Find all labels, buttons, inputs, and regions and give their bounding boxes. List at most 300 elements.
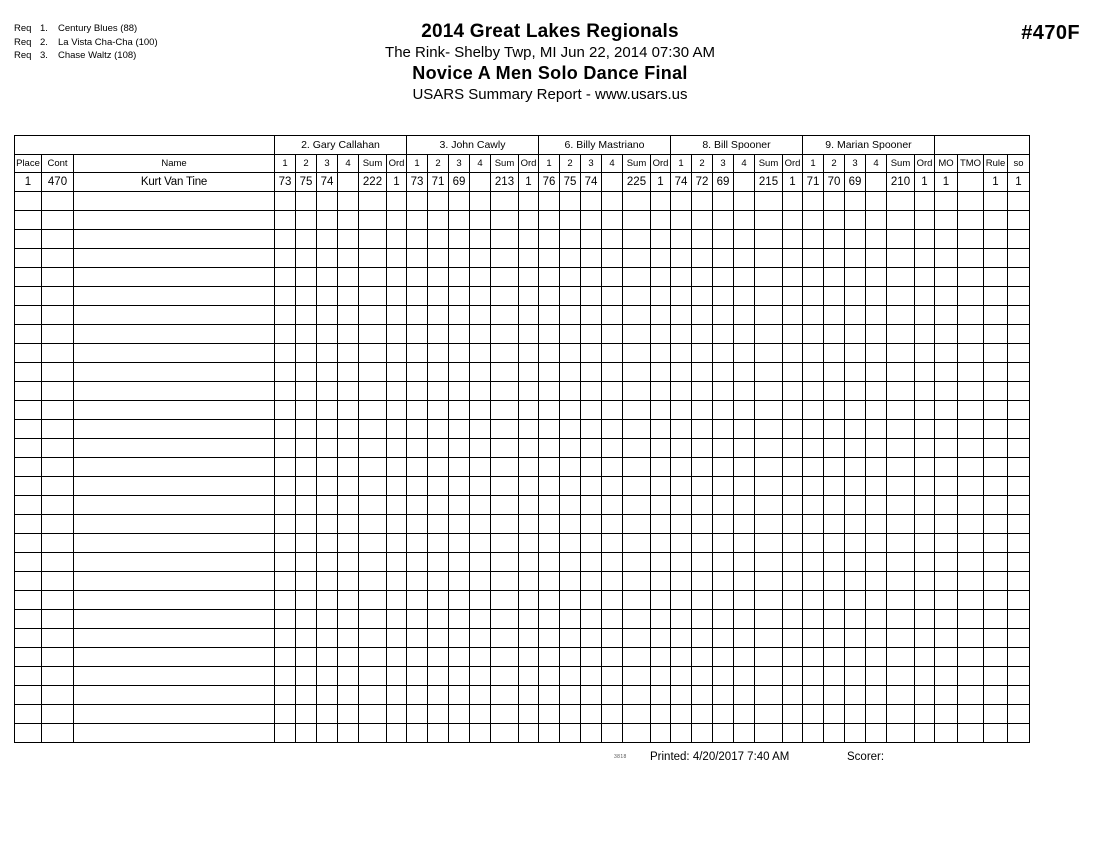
cell-empty (275, 610, 296, 629)
cell-empty (449, 306, 470, 325)
cell-empty (734, 591, 755, 610)
cell-empty (338, 458, 359, 477)
cell-empty (755, 458, 783, 477)
col-header-rule: Rule (984, 155, 1008, 173)
cell-empty (958, 591, 984, 610)
cell-empty (407, 591, 428, 610)
cell-empty (407, 344, 428, 363)
cell-empty (1008, 401, 1030, 420)
cell-empty (387, 534, 407, 553)
cell-empty (275, 382, 296, 401)
cell-judge-score: 75 (296, 173, 317, 192)
cell-empty (713, 648, 734, 667)
cell-judge-score (602, 173, 623, 192)
cell-empty (915, 230, 935, 249)
cell-empty (887, 724, 915, 743)
cell-empty (651, 344, 671, 363)
cell-empty (713, 344, 734, 363)
cell-empty (783, 268, 803, 287)
cell-empty (935, 458, 958, 477)
cell-empty (519, 724, 539, 743)
cell-empty (317, 382, 338, 401)
cell-empty (887, 458, 915, 477)
cell-empty (407, 610, 428, 629)
cell-empty (887, 268, 915, 287)
cell-empty (887, 572, 915, 591)
cell-empty (449, 458, 470, 477)
cell-empty (824, 705, 845, 724)
cell-empty (984, 363, 1008, 382)
cell-empty (783, 629, 803, 648)
col-header-judge-score: 1 (275, 155, 296, 173)
cell-empty (359, 458, 387, 477)
cell-empty (359, 648, 387, 667)
cell-empty (824, 268, 845, 287)
cell-empty (845, 325, 866, 344)
cell-empty (671, 629, 692, 648)
col-header-ord: Ord (519, 155, 539, 173)
cell-empty (734, 325, 755, 344)
cell-empty (74, 287, 275, 306)
cell-empty (275, 477, 296, 496)
cell-empty (560, 344, 581, 363)
cell-empty (755, 401, 783, 420)
cell-empty (845, 572, 866, 591)
cell-empty (803, 306, 824, 325)
cell-empty (824, 610, 845, 629)
cell-empty (338, 306, 359, 325)
cell-empty (1008, 477, 1030, 496)
cell-empty (560, 667, 581, 686)
cell-empty (359, 515, 387, 534)
cell-empty (887, 610, 915, 629)
cell-judge-score: 69 (713, 173, 734, 192)
cell-empty (449, 515, 470, 534)
cell-empty (713, 553, 734, 572)
cell-empty (623, 515, 651, 534)
cell-empty (713, 363, 734, 382)
cell-empty (428, 667, 449, 686)
cell-empty (539, 686, 560, 705)
cell-empty (560, 230, 581, 249)
cell-empty (866, 192, 887, 211)
cell-empty (407, 553, 428, 572)
cell-empty (692, 420, 713, 439)
cell-empty (519, 610, 539, 629)
cell-empty (845, 363, 866, 382)
cell-empty (387, 496, 407, 515)
cell-empty (428, 591, 449, 610)
cell-empty (866, 496, 887, 515)
cell-empty (317, 420, 338, 439)
col-header-judge-score: 3 (713, 155, 734, 173)
cell-empty (623, 572, 651, 591)
cell-empty (755, 496, 783, 515)
cell-empty (387, 306, 407, 325)
cell-empty (623, 591, 651, 610)
cell-empty (671, 268, 692, 287)
cell-empty (713, 477, 734, 496)
cell-mo: 1 (935, 173, 958, 192)
cell-empty (602, 534, 623, 553)
cell-empty (74, 724, 275, 743)
cell-empty (275, 534, 296, 553)
cell-empty (491, 572, 519, 591)
cell-empty (428, 648, 449, 667)
cell-empty (734, 306, 755, 325)
cell-empty (866, 629, 887, 648)
cell-empty (803, 344, 824, 363)
cell-empty (915, 477, 935, 496)
cell-empty (338, 629, 359, 648)
cell-empty (651, 211, 671, 230)
cell-empty (935, 268, 958, 287)
cell-empty (296, 629, 317, 648)
cell-empty (407, 572, 428, 591)
cell-empty (519, 534, 539, 553)
cell-empty (560, 534, 581, 553)
cell-empty (491, 306, 519, 325)
cell-empty (692, 325, 713, 344)
cell-empty (317, 686, 338, 705)
cell-empty (651, 572, 671, 591)
cell-empty (783, 515, 803, 534)
cell-empty (671, 287, 692, 306)
table-row (15, 173, 1030, 192)
cell-empty (387, 268, 407, 287)
cell-empty (74, 496, 275, 515)
cell-empty (449, 344, 470, 363)
event-title: Novice A Men Solo Dance Final (412, 63, 688, 83)
cell-empty (887, 477, 915, 496)
cell-empty (803, 686, 824, 705)
cell-empty (15, 610, 42, 629)
cell-empty (783, 249, 803, 268)
cell-empty (958, 515, 984, 534)
cell-empty (407, 458, 428, 477)
cell-empty (15, 344, 42, 363)
cell-empty (866, 667, 887, 686)
cell-empty (984, 382, 1008, 401)
cell-empty (42, 458, 74, 477)
cell-empty (845, 724, 866, 743)
cell-empty (539, 211, 560, 230)
table-row-empty (15, 192, 1030, 211)
cell-empty (15, 572, 42, 591)
cell-empty (470, 306, 491, 325)
cell-empty (803, 591, 824, 610)
cell-empty (958, 610, 984, 629)
cell-empty (935, 230, 958, 249)
cell-empty (824, 439, 845, 458)
cell-empty (915, 439, 935, 458)
requirement-label: Req (14, 50, 32, 61)
cell-empty (15, 553, 42, 572)
cell-empty (491, 553, 519, 572)
cell-empty (783, 610, 803, 629)
cell-empty (887, 401, 915, 420)
cell-empty (539, 705, 560, 724)
col-header-judge-score: 3 (317, 155, 338, 173)
cell-empty (449, 420, 470, 439)
cell-empty (935, 534, 958, 553)
cell-empty (359, 705, 387, 724)
cell-empty (734, 420, 755, 439)
cell-empty (470, 610, 491, 629)
col-header-sum: Sum (887, 155, 915, 173)
cell-empty (42, 572, 74, 591)
cell-empty (671, 477, 692, 496)
cell-empty (845, 648, 866, 667)
cell-empty (42, 344, 74, 363)
cell-empty (407, 420, 428, 439)
cell-empty (803, 420, 824, 439)
cell-empty (602, 230, 623, 249)
judge-name-header: 2. Gary Callahan (275, 136, 407, 155)
cell-judge-score: 73 (407, 173, 428, 192)
cell-empty (783, 705, 803, 724)
cell-empty (803, 363, 824, 382)
cell-empty (671, 686, 692, 705)
cell-empty (581, 705, 602, 724)
cell-empty (387, 249, 407, 268)
cell-empty (539, 477, 560, 496)
cell-judge-score (470, 173, 491, 192)
cell-empty (560, 629, 581, 648)
table-row-empty (15, 249, 1030, 268)
cell-empty (428, 477, 449, 496)
score-sheet-table (14, 135, 1030, 743)
cell-empty (755, 572, 783, 591)
cell-empty (428, 401, 449, 420)
table-row-empty (15, 420, 1030, 439)
cell-empty (560, 192, 581, 211)
cell-empty (651, 249, 671, 268)
cell-empty (803, 325, 824, 344)
cell-empty (428, 572, 449, 591)
cell-empty (935, 420, 958, 439)
cell-empty (692, 724, 713, 743)
cell-empty (935, 724, 958, 743)
cell-empty (449, 496, 470, 515)
cell-empty (887, 686, 915, 705)
cell-empty (958, 439, 984, 458)
cell-empty (317, 629, 338, 648)
cell-empty (581, 325, 602, 344)
cell-empty (887, 420, 915, 439)
cell-empty (651, 458, 671, 477)
cell-empty (783, 648, 803, 667)
cell-empty (866, 211, 887, 230)
cell-empty (317, 325, 338, 344)
table-row-empty (15, 724, 1030, 743)
cell-empty (671, 705, 692, 724)
cell-empty (449, 382, 470, 401)
cell-empty (519, 344, 539, 363)
cell-empty (915, 591, 935, 610)
col-header-name: Name (74, 155, 275, 173)
cell-empty (338, 192, 359, 211)
cell-empty (755, 306, 783, 325)
cell-empty (491, 724, 519, 743)
cell-empty (1008, 515, 1030, 534)
cell-empty (359, 192, 387, 211)
cell-empty (803, 610, 824, 629)
cell-empty (1008, 287, 1030, 306)
cell-empty (296, 610, 317, 629)
cell-empty (581, 724, 602, 743)
cell-empty (275, 344, 296, 363)
cell-judge-score: 74 (317, 173, 338, 192)
cell-empty (581, 572, 602, 591)
cell-empty (803, 249, 824, 268)
cell-empty (887, 230, 915, 249)
cell-empty (428, 287, 449, 306)
cell-empty (560, 211, 581, 230)
cell-judge-score: 75 (560, 173, 581, 192)
cell-empty (623, 458, 651, 477)
cell-empty (491, 648, 519, 667)
cell-empty (519, 230, 539, 249)
cell-empty (713, 439, 734, 458)
cell-empty (915, 363, 935, 382)
cell-empty (783, 230, 803, 249)
cell-empty (42, 591, 74, 610)
cell-empty (317, 553, 338, 572)
cell-empty (755, 591, 783, 610)
cell-empty (984, 268, 1008, 287)
cell-empty (74, 553, 275, 572)
cell-empty (407, 306, 428, 325)
cell-empty (359, 382, 387, 401)
cell-empty (539, 591, 560, 610)
cell-empty (692, 534, 713, 553)
cell-empty (803, 192, 824, 211)
cell-empty (783, 686, 803, 705)
cell-empty (560, 648, 581, 667)
cell-empty (887, 363, 915, 382)
cell-empty (74, 268, 275, 287)
cell-judge-ord: 1 (915, 173, 935, 192)
cell-empty (866, 686, 887, 705)
cell-empty (783, 192, 803, 211)
cell-empty (296, 648, 317, 667)
cell-empty (539, 287, 560, 306)
cell-empty (317, 230, 338, 249)
cell-empty (338, 401, 359, 420)
cell-empty (15, 268, 42, 287)
col-header-so: so (1008, 155, 1030, 173)
cell-empty (915, 534, 935, 553)
cell-empty (783, 553, 803, 572)
cell-empty (984, 287, 1008, 306)
table-row-empty (15, 610, 1030, 629)
cell-empty (470, 401, 491, 420)
cell-empty (623, 363, 651, 382)
cell-empty (15, 458, 42, 477)
cell-empty (692, 268, 713, 287)
cell-empty (581, 401, 602, 420)
cell-empty (74, 363, 275, 382)
cell-empty (317, 363, 338, 382)
cell-empty (581, 192, 602, 211)
cell-empty (824, 496, 845, 515)
col-header-judge-score: 2 (824, 155, 845, 173)
cell-judge-score (866, 173, 887, 192)
cell-empty (519, 306, 539, 325)
cell-empty (866, 572, 887, 591)
cell-empty (755, 325, 783, 344)
cell-empty (470, 382, 491, 401)
cell-so: 1 (1008, 173, 1030, 192)
cell-empty (275, 496, 296, 515)
cell-empty (491, 287, 519, 306)
cell-empty (651, 325, 671, 344)
cell-empty (935, 192, 958, 211)
cell-empty (296, 477, 317, 496)
table-row-empty (15, 648, 1030, 667)
cell-empty (317, 591, 338, 610)
cell-empty (449, 249, 470, 268)
cell-empty (692, 591, 713, 610)
cell-empty (491, 610, 519, 629)
cell-empty (692, 230, 713, 249)
cell-empty (755, 382, 783, 401)
cell-empty (359, 572, 387, 591)
cell-empty (803, 496, 824, 515)
cell-empty (713, 306, 734, 325)
cell-empty (581, 344, 602, 363)
cell-empty (803, 667, 824, 686)
cell-empty (1008, 382, 1030, 401)
cell-empty (915, 572, 935, 591)
requirement-text: La Vista Cha-Cha (100) (58, 36, 158, 48)
col-header-judge-score: 2 (692, 155, 713, 173)
cell-empty (539, 553, 560, 572)
cell-empty (560, 496, 581, 515)
cell-empty (984, 515, 1008, 534)
cell-empty (428, 249, 449, 268)
cell-empty (581, 477, 602, 496)
cell-empty (74, 458, 275, 477)
cell-empty (887, 249, 915, 268)
cell-empty (74, 230, 275, 249)
cell-empty (713, 591, 734, 610)
cell-empty (491, 249, 519, 268)
cell-judge-sum: 225 (623, 173, 651, 192)
cell-empty (845, 230, 866, 249)
cell-empty (866, 553, 887, 572)
cell-empty (491, 382, 519, 401)
cell-empty (692, 667, 713, 686)
cell-empty (15, 363, 42, 382)
cell-empty (560, 287, 581, 306)
cell-empty (470, 325, 491, 344)
cell-empty (824, 553, 845, 572)
cell-empty (984, 686, 1008, 705)
cell-empty (623, 211, 651, 230)
cell-empty (958, 458, 984, 477)
cell-judge-score: 71 (803, 173, 824, 192)
cell-empty (519, 420, 539, 439)
cell-empty (449, 648, 470, 667)
cell-empty (470, 192, 491, 211)
cell-empty (866, 363, 887, 382)
cell-empty (359, 344, 387, 363)
cell-empty (428, 325, 449, 344)
table-row-empty (15, 230, 1030, 249)
table-row-empty (15, 382, 1030, 401)
